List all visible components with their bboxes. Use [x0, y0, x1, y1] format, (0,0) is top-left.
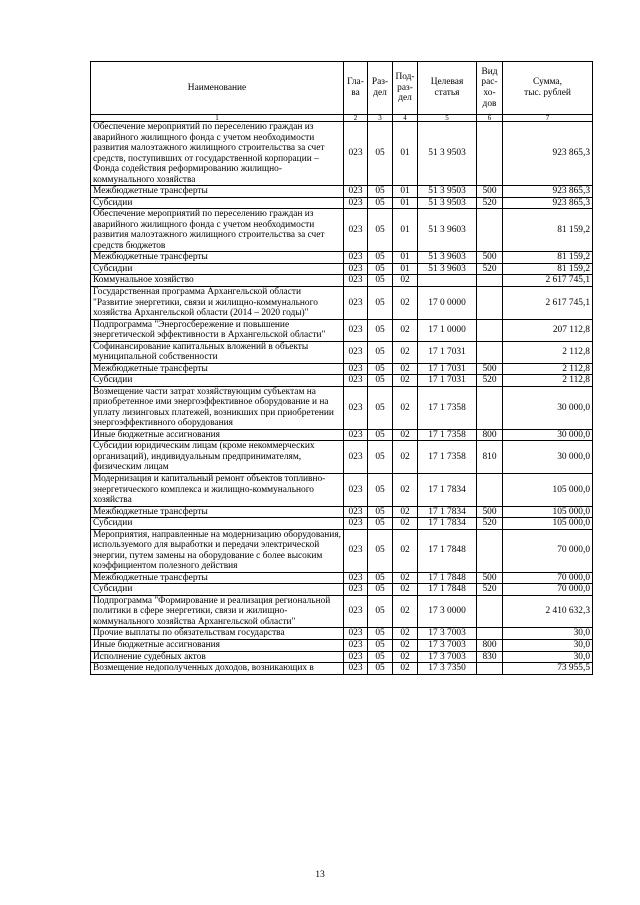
table-row: [91, 209, 593, 252]
row-expense-type-cell: 520: [477, 197, 503, 209]
table-row: [91, 341, 593, 363]
row-expense-type-cell: 500: [477, 186, 503, 198]
table-row: [91, 186, 593, 198]
header-expense-type: [477, 62, 503, 115]
table-row: [91, 363, 593, 375]
column-index: 3: [368, 115, 393, 122]
row-target-cell: 17 3 7350: [418, 663, 477, 675]
row-target-cell: 51 3 9503: [418, 122, 477, 186]
row-amount-cell: 2 617 745,1: [503, 286, 593, 319]
row-expense-type-cell: [477, 122, 503, 186]
row-subsection-cell: 02: [393, 375, 418, 387]
row-target-cell: 17 1 7848: [418, 584, 477, 596]
row-expense-type-cell: [477, 341, 503, 363]
row-target-cell: 17 0 0000: [418, 286, 477, 319]
row-expense-type-cell: [477, 663, 503, 675]
row-name-cell: Межбюджетные трансферты: [91, 363, 344, 375]
row-target-cell: 17 1 0000: [418, 319, 477, 341]
row-expense-type-cell: [477, 209, 503, 252]
page-number: 13: [315, 869, 325, 880]
row-expense-type-cell: 500: [477, 572, 503, 584]
row-name-cell: Субсидии: [91, 263, 344, 275]
header-amount-text: Сумма, тыс. рублей: [524, 77, 571, 98]
row-chapter-cell: 023: [344, 341, 368, 363]
row-chapter-cell: 023: [344, 639, 368, 651]
row-subsection-cell: 02: [393, 572, 418, 584]
column-index: 7: [503, 115, 593, 122]
row-subsection-cell: 01: [393, 122, 418, 186]
row-target-cell: 51 3 9503: [418, 186, 477, 198]
row-chapter-cell: 023: [344, 584, 368, 596]
row-expense-type-cell: [477, 474, 503, 507]
row-section-cell: 05: [368, 286, 393, 319]
row-amount-cell: 70 000,0: [503, 584, 593, 596]
row-target-cell: 17 1 7834: [418, 474, 477, 507]
row-subsection-cell: 02: [393, 319, 418, 341]
row-section-cell: 05: [368, 474, 393, 507]
header-name: Наименование: [91, 62, 344, 115]
row-name-cell: Возмещение недополученных доходов, возникающих в: [91, 663, 344, 675]
row-expense-type-cell: [477, 628, 503, 640]
row-target-cell: 17 3 7003: [418, 639, 477, 651]
row-expense-type-cell: 520: [477, 584, 503, 596]
row-name-cell: Иные бюджетные ассигнования: [91, 639, 344, 651]
row-amount-cell: 207 112,8: [503, 319, 593, 341]
row-amount-cell: 105 000,0: [503, 518, 593, 530]
row-amount-cell: 30 000,0: [503, 386, 593, 429]
row-section-cell: 05: [368, 651, 393, 663]
table-row: [91, 639, 593, 651]
row-target-cell: 51 3 9603: [418, 252, 477, 264]
row-amount-cell: 923 865,3: [503, 186, 593, 198]
row-target-cell: 17 1 7358: [418, 429, 477, 441]
row-expense-type-cell: 830: [477, 651, 503, 663]
row-name-cell: Субсидии: [91, 375, 344, 387]
table-row: [91, 506, 593, 518]
row-chapter-cell: 023: [344, 441, 368, 474]
row-section-cell: 05: [368, 429, 393, 441]
row-chapter-cell: 023: [344, 663, 368, 675]
table-body: [91, 122, 593, 675]
row-chapter-cell: 023: [344, 252, 368, 264]
row-amount-cell: 30,0: [503, 639, 593, 651]
row-subsection-cell: 02: [393, 386, 418, 429]
row-expense-type-cell: 500: [477, 252, 503, 264]
table-row: [91, 375, 593, 387]
row-name-cell: Субсидии: [91, 518, 344, 530]
row-name-cell: Субсидии: [91, 197, 344, 209]
row-chapter-cell: 023: [344, 518, 368, 530]
row-section-cell: 05: [368, 386, 393, 429]
row-target-cell: 17 1 7031: [418, 375, 477, 387]
row-chapter-cell: 023: [344, 429, 368, 441]
row-chapter-cell: 023: [344, 122, 368, 186]
header-target-text: Целевая статья: [430, 77, 464, 98]
row-target-cell: 51 3 9503: [418, 197, 477, 209]
row-amount-cell: 30,0: [503, 628, 593, 640]
table-row: [91, 263, 593, 275]
row-section-cell: 05: [368, 441, 393, 474]
row-section-cell: 05: [368, 275, 393, 287]
row-subsection-cell: 01: [393, 252, 418, 264]
header-subsection: [393, 62, 418, 115]
row-section-cell: 05: [368, 341, 393, 363]
header-amount: [503, 62, 593, 115]
row-section-cell: 05: [368, 263, 393, 275]
table-row: [91, 584, 593, 596]
row-expense-type-cell: [477, 286, 503, 319]
row-subsection-cell: 01: [393, 197, 418, 209]
table-row: [91, 197, 593, 209]
header-chapter: [344, 62, 368, 115]
row-section-cell: 05: [368, 628, 393, 640]
row-section-cell: 05: [368, 186, 393, 198]
row-subsection-cell: 02: [393, 506, 418, 518]
row-name-cell: Субсидии: [91, 584, 344, 596]
column-index-row: [91, 115, 593, 122]
row-chapter-cell: 023: [344, 628, 368, 640]
row-chapter-cell: 023: [344, 375, 368, 387]
row-amount-cell: 30 000,0: [503, 441, 593, 474]
row-amount-cell: 105 000,0: [503, 506, 593, 518]
row-name-cell: Прочие выплаты по обязательствам государства: [91, 628, 344, 640]
table-row: [91, 386, 593, 429]
row-section-cell: 05: [368, 529, 393, 572]
row-amount-cell: 2 410 632,3: [503, 595, 593, 628]
row-target-cell: 17 1 7848: [418, 529, 477, 572]
row-amount-cell: 30 000,0: [503, 429, 593, 441]
row-section-cell: 05: [368, 663, 393, 675]
row-section-cell: 05: [368, 595, 393, 628]
row-target-cell: 51 3 9603: [418, 263, 477, 275]
row-name-cell: Подпрограмма "Энергосбережение и повышение энергетической эффективности в Архангельской области": [91, 319, 344, 341]
row-amount-cell: 923 865,3: [503, 122, 593, 186]
row-section-cell: 05: [368, 506, 393, 518]
row-amount-cell: 2 617 745,1: [503, 275, 593, 287]
table-row: [91, 286, 593, 319]
row-chapter-cell: 023: [344, 572, 368, 584]
row-chapter-cell: 023: [344, 595, 368, 628]
table-row: [91, 429, 593, 441]
row-chapter-cell: 023: [344, 263, 368, 275]
row-expense-type-cell: [477, 595, 503, 628]
row-target-cell: 17 1 7358: [418, 386, 477, 429]
row-subsection-cell: 02: [393, 628, 418, 640]
row-expense-type-cell: 500: [477, 363, 503, 375]
row-section-cell: 05: [368, 363, 393, 375]
row-chapter-cell: 023: [344, 319, 368, 341]
row-name-cell: Субсидии юридическим лицам (кроме некоммерческих организаций), индивидуальным предпринимателям, физическим лицам: [91, 441, 344, 474]
table-row: [91, 319, 593, 341]
row-name-cell: Межбюджетные трансферты: [91, 252, 344, 264]
column-index: 5: [418, 115, 477, 122]
row-amount-cell: 30,0: [503, 651, 593, 663]
row-amount-cell: 2 112,8: [503, 341, 593, 363]
row-expense-type-cell: [477, 386, 503, 429]
table-row: [91, 595, 593, 628]
row-name-cell: Возмещение части затрат хозяйствующим субъектам на приобретенное ими энергоэффективное оборудование и на уплату лизинговых платежей, возникших при приобретении энергоэффективного оборудования: [91, 386, 344, 429]
row-chapter-cell: 023: [344, 197, 368, 209]
row-subsection-cell: 02: [393, 595, 418, 628]
row-chapter-cell: 023: [344, 506, 368, 518]
row-expense-type-cell: 500: [477, 506, 503, 518]
row-section-cell: 05: [368, 584, 393, 596]
row-amount-cell: 70 000,0: [503, 529, 593, 572]
row-chapter-cell: 023: [344, 529, 368, 572]
row-subsection-cell: 02: [393, 341, 418, 363]
row-amount-cell: 2 112,8: [503, 375, 593, 387]
column-index: 2: [344, 115, 368, 122]
row-expense-type-cell: 810: [477, 441, 503, 474]
row-target-cell: 17 1 7031: [418, 363, 477, 375]
table-row: [91, 529, 593, 572]
row-subsection-cell: 02: [393, 275, 418, 287]
table-row: [91, 252, 593, 264]
row-name-cell: Коммунальное хозяйство: [91, 275, 344, 287]
row-subsection-cell: 01: [393, 209, 418, 252]
column-index: 6: [477, 115, 503, 122]
row-chapter-cell: 023: [344, 186, 368, 198]
row-section-cell: 05: [368, 518, 393, 530]
row-chapter-cell: 023: [344, 386, 368, 429]
table-row: [91, 441, 593, 474]
header-section-text: Раз- дел: [371, 77, 389, 98]
table-row: [91, 474, 593, 507]
table-row: [91, 572, 593, 584]
table-row: [91, 275, 593, 287]
row-expense-type-cell: 520: [477, 518, 503, 530]
row-amount-cell: 2 112,8: [503, 363, 593, 375]
row-subsection-cell: 02: [393, 286, 418, 319]
row-section-cell: 05: [368, 319, 393, 341]
row-amount-cell: 81 159,2: [503, 252, 593, 264]
row-name-cell: Межбюджетные трансферты: [91, 572, 344, 584]
row-chapter-cell: 023: [344, 651, 368, 663]
column-index: 1: [91, 115, 344, 122]
header-target: [418, 62, 477, 115]
row-name-cell: Межбюджетные трансферты: [91, 506, 344, 518]
row-name-cell: Исполнение судебных актов: [91, 651, 344, 663]
row-name-cell: Межбюджетные трансферты: [91, 186, 344, 198]
budget-table: [90, 61, 593, 675]
row-target-cell: 17 3 7003: [418, 651, 477, 663]
row-section-cell: 05: [368, 572, 393, 584]
row-section-cell: 05: [368, 209, 393, 252]
row-section-cell: 05: [368, 252, 393, 264]
row-expense-type-cell: 800: [477, 429, 503, 441]
row-target-cell: 17 3 7003: [418, 628, 477, 640]
row-name-cell: Софинансирование капитальных вложений в объекты муниципальной собственности: [91, 341, 344, 363]
row-name-cell: Государственная программа Архангельской области "Развитие энергетики, связи и жилищно-коммунального хозяйства Архангельской области (2014 – 2020 годы)": [91, 286, 344, 319]
row-target-cell: 17 3 0000: [418, 595, 477, 628]
row-target-cell: 17 1 7031: [418, 341, 477, 363]
row-name-cell: Мероприятия, направленные на модернизацию оборудования, используемого для выработки и передачи электрической энергии, путем замены на оборудование с более высоким коэффициентом полезного действия: [91, 529, 344, 572]
row-subsection-cell: 02: [393, 651, 418, 663]
row-name-cell: Подпрограмма "Формирование и реализация региональной политики в сфере энергетики, связи и жилищно-коммунального хозяйства Архангельской области": [91, 595, 344, 628]
row-subsection-cell: 02: [393, 363, 418, 375]
table-row: [91, 663, 593, 675]
row-amount-cell: 70 000,0: [503, 572, 593, 584]
row-amount-cell: 81 159,2: [503, 209, 593, 252]
row-expense-type-cell: 520: [477, 375, 503, 387]
row-name-cell: Обеспечение мероприятий по переселению граждан из аварийного жилищного фонда с учетом необходимости развития малоэтажного жилищного строительства за счет средств, поступивших от государственной корпорации – Фонда содействия реформированию жилищно-коммунального хозяйства: [91, 122, 344, 186]
row-target-cell: [418, 275, 477, 287]
row-subsection-cell: 02: [393, 529, 418, 572]
header-expense-type-text: Вид рас- хо- дов: [481, 66, 498, 109]
row-chapter-cell: 023: [344, 363, 368, 375]
header-section: [368, 62, 393, 115]
table-row: [91, 628, 593, 640]
row-section-cell: 05: [368, 375, 393, 387]
column-index: 4: [393, 115, 418, 122]
row-expense-type-cell: [477, 529, 503, 572]
row-expense-type-cell: [477, 319, 503, 341]
row-target-cell: 17 1 7834: [418, 518, 477, 530]
header-chapter-text: Гла- ва: [347, 77, 364, 98]
row-amount-cell: 81 159,2: [503, 263, 593, 275]
row-subsection-cell: 02: [393, 584, 418, 596]
header-row: [91, 62, 593, 115]
table-row: [91, 122, 593, 186]
row-section-cell: 05: [368, 639, 393, 651]
table-row: [91, 518, 593, 530]
row-subsection-cell: 02: [393, 429, 418, 441]
row-chapter-cell: 023: [344, 474, 368, 507]
header-subsection-text: Под- раз- дел: [395, 72, 415, 104]
row-amount-cell: 73 955,5: [503, 663, 593, 675]
row-chapter-cell: 023: [344, 209, 368, 252]
row-expense-type-cell: 520: [477, 263, 503, 275]
row-amount-cell: 923 865,3: [503, 197, 593, 209]
row-subsection-cell: 02: [393, 518, 418, 530]
row-section-cell: 05: [368, 122, 393, 186]
row-target-cell: 51 3 9603: [418, 209, 477, 252]
row-target-cell: 17 1 7848: [418, 572, 477, 584]
row-expense-type-cell: [477, 275, 503, 287]
row-chapter-cell: 023: [344, 275, 368, 287]
row-name-cell: Модернизация и капитальный ремонт объектов топливно-энергетического комплекса и жилищно-коммунального хозяйства: [91, 474, 344, 507]
row-amount-cell: 105 000,0: [503, 474, 593, 507]
row-subsection-cell: 02: [393, 639, 418, 651]
row-target-cell: 17 1 7358: [418, 441, 477, 474]
row-name-cell: Иные бюджетные ассигнования: [91, 429, 344, 441]
row-subsection-cell: 02: [393, 474, 418, 507]
row-target-cell: 17 1 7834: [418, 506, 477, 518]
row-subsection-cell: 01: [393, 186, 418, 198]
row-section-cell: 05: [368, 197, 393, 209]
row-subsection-cell: 02: [393, 441, 418, 474]
table-row: [91, 651, 593, 663]
row-subsection-cell: 01: [393, 263, 418, 275]
row-name-cell: Обеспечение мероприятий по переселению граждан из аварийного жилищного фонда с учетом необходимости развития малоэтажного жилищного строительства за счет средств бюджетов: [91, 209, 344, 252]
row-subsection-cell: 02: [393, 663, 418, 675]
budget-table-page: [90, 61, 592, 675]
row-expense-type-cell: 800: [477, 639, 503, 651]
row-chapter-cell: 023: [344, 286, 368, 319]
